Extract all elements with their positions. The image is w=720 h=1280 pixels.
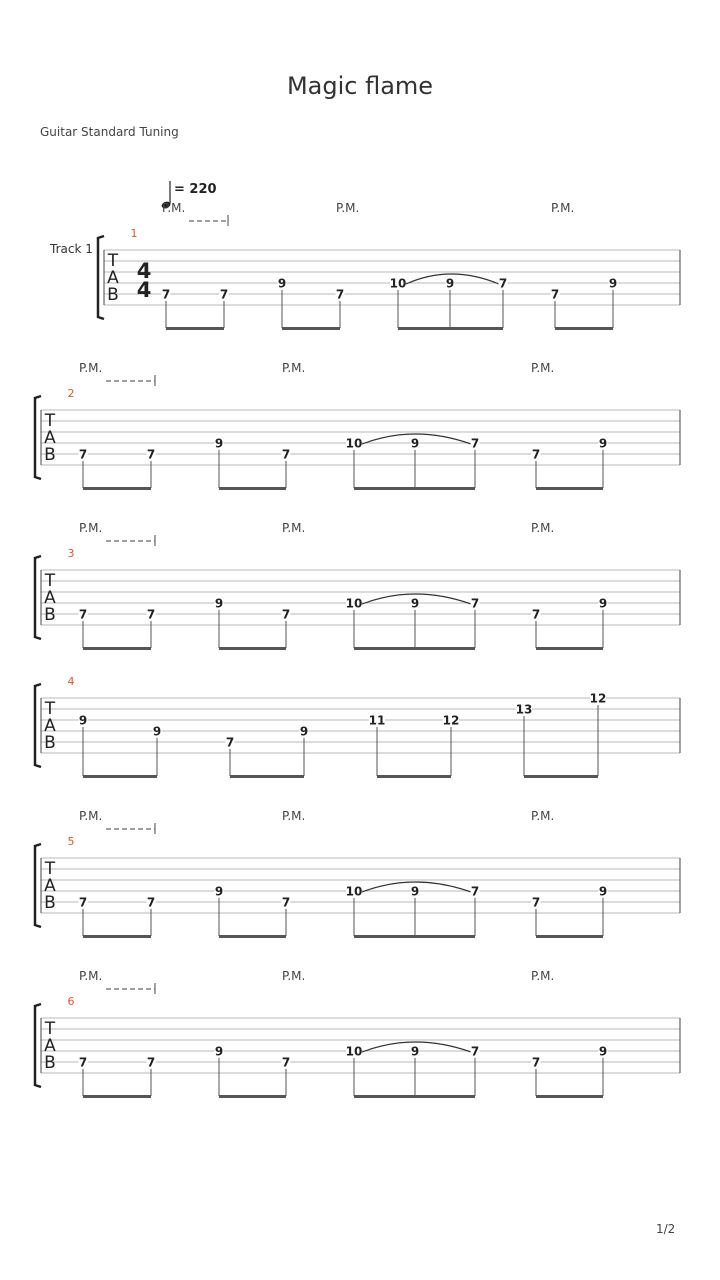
tab-clef-letter: T xyxy=(44,1019,56,1039)
fret-number: 9 xyxy=(608,276,618,291)
palm-mute-label: P.M. xyxy=(79,361,103,375)
fret-number: 7 xyxy=(531,1055,541,1070)
fret-number: 9 xyxy=(598,436,608,451)
palm-mute-label: P.M. xyxy=(79,521,103,535)
fret-number: 7 xyxy=(225,735,235,750)
tab-clef-letter: A xyxy=(107,268,119,288)
eighth-note-beam xyxy=(536,1095,603,1098)
fret-number: 12 xyxy=(442,713,460,728)
palm-mute-label: P.M. xyxy=(282,361,306,375)
fret-number: 7 xyxy=(281,895,291,910)
tab-clef-letter: A xyxy=(44,1036,56,1056)
fret-number: 9 xyxy=(598,1044,608,1059)
fret-number: 9 xyxy=(445,276,455,291)
fret-number: 9 xyxy=(214,884,224,899)
fret-number: 7 xyxy=(531,447,541,462)
system-bracket xyxy=(98,236,104,319)
fret-number: 7 xyxy=(550,287,560,302)
tempo-value: = 220 xyxy=(174,182,217,197)
tab-clef-letter: A xyxy=(44,428,56,448)
eighth-note-beam xyxy=(377,775,451,778)
tuning-subtitle: Guitar Standard Tuning xyxy=(40,125,179,139)
fret-number: 7 xyxy=(470,436,480,451)
tab-clef-letter: T xyxy=(44,859,56,879)
eighth-note-beam xyxy=(354,935,475,938)
palm-mute-label: P.M. xyxy=(162,201,186,215)
palm-mute-label: P.M. xyxy=(531,809,555,823)
fret-number: 7 xyxy=(498,276,508,291)
eighth-note-beam xyxy=(166,327,224,330)
tab-clef-letter: T xyxy=(44,411,56,431)
song-title: Magic flame xyxy=(286,72,434,100)
tab-clef-letter: A xyxy=(44,716,56,736)
eighth-note-beam xyxy=(219,487,286,490)
eighth-note-beam xyxy=(555,327,613,330)
fret-number: 7 xyxy=(531,607,541,622)
palm-mute-label: P.M. xyxy=(79,969,103,983)
eighth-note-beam xyxy=(230,775,304,778)
fret-number: 7 xyxy=(470,1044,480,1059)
eighth-note-beam xyxy=(536,487,603,490)
page-number: 1/2 xyxy=(656,1222,676,1236)
eighth-note-beam xyxy=(282,327,340,330)
eighth-note-beam xyxy=(83,487,151,490)
fret-number: 10 xyxy=(345,596,363,611)
eighth-note-beam xyxy=(536,647,603,650)
measure-number: 2 xyxy=(67,387,75,400)
measure-number: 4 xyxy=(67,675,75,688)
eighth-note-beam xyxy=(219,647,286,650)
track-label: Track 1 xyxy=(50,242,93,256)
fret-number: 9 xyxy=(410,436,420,451)
eighth-note-beam xyxy=(354,487,475,490)
fret-number: 12 xyxy=(589,691,607,706)
fret-number: 10 xyxy=(345,436,363,451)
fret-number: 10 xyxy=(345,884,363,899)
fret-number: 7 xyxy=(470,884,480,899)
fret-number: 9 xyxy=(598,596,608,611)
fret-number: 11 xyxy=(368,713,386,728)
tab-clef-letter: A xyxy=(44,876,56,896)
eighth-note-beam xyxy=(398,327,503,330)
palm-mute-label: P.M. xyxy=(531,521,555,535)
tab-clef-letter: B xyxy=(44,1053,56,1073)
eighth-note-beam xyxy=(354,1095,475,1098)
fret-number: 9 xyxy=(214,596,224,611)
tab-clef-letter: B xyxy=(107,285,119,305)
tab-clef-letter: A xyxy=(44,588,56,608)
fret-number: 7 xyxy=(78,1055,88,1070)
eighth-note-beam xyxy=(354,647,475,650)
eighth-note-beam xyxy=(83,935,151,938)
eighth-note-beam xyxy=(83,775,157,778)
tab-clef-letter: B xyxy=(44,605,56,625)
fret-number: 9 xyxy=(598,884,608,899)
system-bracket xyxy=(35,844,41,927)
fret-number: 9 xyxy=(277,276,287,291)
fret-number: 7 xyxy=(146,607,156,622)
tab-clef-letter: T xyxy=(44,571,56,591)
system-bracket xyxy=(35,556,41,639)
eighth-note-beam xyxy=(219,935,286,938)
fret-number: 7 xyxy=(78,607,88,622)
eighth-note-beam xyxy=(83,1095,151,1098)
time-signature-bottom: 4 xyxy=(136,278,152,302)
measure-number: 3 xyxy=(67,547,75,560)
tab-clef-letter: B xyxy=(44,445,56,465)
fret-number: 7 xyxy=(281,1055,291,1070)
palm-mute-label: P.M. xyxy=(282,969,306,983)
tab-clef-letter: T xyxy=(44,699,56,719)
measure-number: 1 xyxy=(130,227,138,240)
fret-number: 9 xyxy=(410,884,420,899)
palm-mute-label: P.M. xyxy=(282,521,306,535)
system-bracket xyxy=(35,1004,41,1087)
palm-mute-label: P.M. xyxy=(79,809,103,823)
fret-number: 7 xyxy=(146,1055,156,1070)
fret-number: 9 xyxy=(214,436,224,451)
time-signature-top: 4 xyxy=(136,259,152,283)
fret-number: 10 xyxy=(345,1044,363,1059)
fret-number: 7 xyxy=(219,287,229,302)
fret-number: 7 xyxy=(531,895,541,910)
fret-number: 9 xyxy=(214,1044,224,1059)
palm-mute-label: P.M. xyxy=(531,969,555,983)
palm-mute-label: P.M. xyxy=(531,361,555,375)
fret-number: 7 xyxy=(281,447,291,462)
fret-number: 7 xyxy=(78,447,88,462)
fret-number: 7 xyxy=(146,447,156,462)
fret-number: 9 xyxy=(152,724,162,739)
eighth-note-beam xyxy=(219,1095,286,1098)
tab-clef-letter: B xyxy=(44,733,56,753)
palm-mute-label: P.M. xyxy=(551,201,575,215)
fret-number: 7 xyxy=(146,895,156,910)
eighth-note-beam xyxy=(83,647,151,650)
fret-number: 7 xyxy=(161,287,171,302)
fret-number: 10 xyxy=(389,276,407,291)
fret-number: 7 xyxy=(281,607,291,622)
fret-number: 13 xyxy=(515,702,533,717)
fret-number: 9 xyxy=(78,713,88,728)
palm-mute-label: P.M. xyxy=(282,809,306,823)
fret-number: 7 xyxy=(470,596,480,611)
tab-clef-letter: B xyxy=(44,893,56,913)
system-bracket xyxy=(35,684,41,767)
system-bracket xyxy=(35,396,41,479)
fret-number: 9 xyxy=(299,724,309,739)
fret-number: 7 xyxy=(335,287,345,302)
eighth-note-beam xyxy=(524,775,598,778)
fret-number: 9 xyxy=(410,1044,420,1059)
tab-clef-letter: T xyxy=(107,251,119,271)
fret-number: 9 xyxy=(410,596,420,611)
eighth-note-beam xyxy=(536,935,603,938)
measure-number: 5 xyxy=(67,835,75,848)
measure-number: 6 xyxy=(67,995,75,1008)
palm-mute-label: P.M. xyxy=(336,201,360,215)
fret-number: 7 xyxy=(78,895,88,910)
